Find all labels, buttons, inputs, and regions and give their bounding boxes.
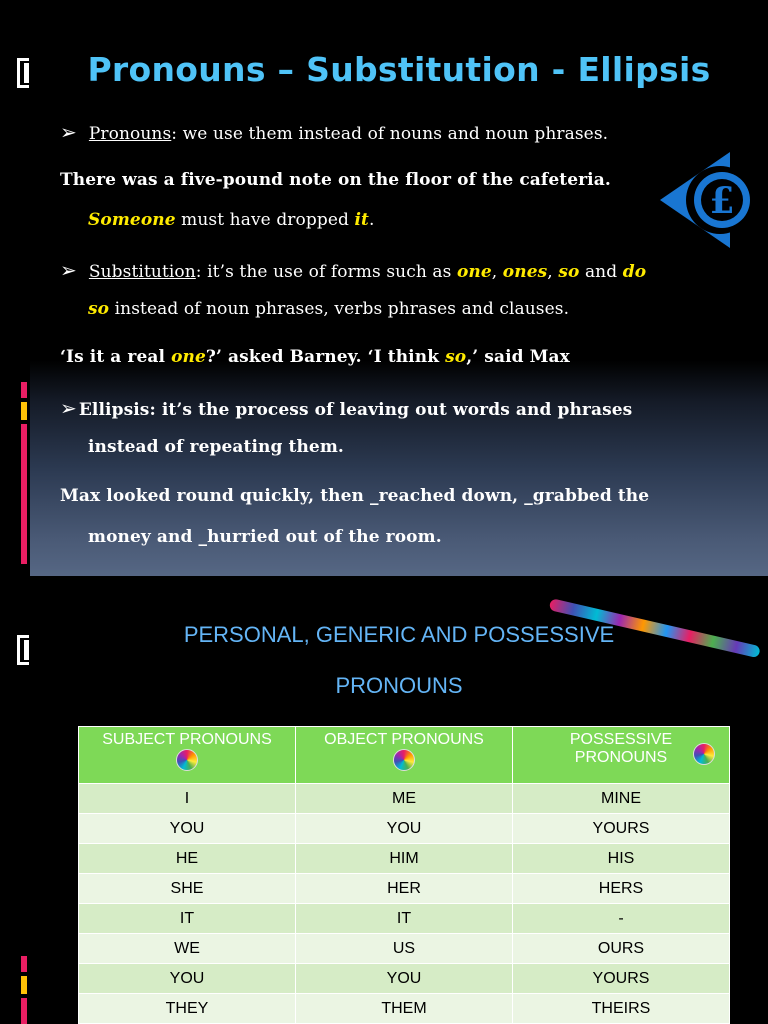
pronouns-term: Pronouns (88, 124, 172, 144)
colorful-ball-icon (393, 749, 415, 771)
pronouns-definition: ➢ Pronouns: we use them instead of nouns and noun phrases. (60, 120, 609, 144)
pronouns-example-2: Someone must have dropped it. (88, 210, 375, 230)
substitution-definition-2: so instead of noun phrases, verbs phrases and clauses. (88, 299, 570, 319)
table-row: YOU YOU YOURS (79, 814, 730, 844)
arrow-bullet-icon: ➢ (60, 120, 77, 144)
substitution-term: Substitution (88, 262, 196, 282)
table-row: I ME MINE (79, 784, 730, 814)
pound-coin-icon (650, 150, 760, 250)
color-dots (21, 956, 27, 1024)
header-possessive: POSSESSIVE PRONOUNS (513, 727, 730, 784)
header-subject: SUBJECT PRONOUNS (79, 727, 296, 784)
arrow-bullet-icon: ➢ (60, 396, 77, 420)
colorful-ball-icon (693, 743, 715, 765)
pronouns-example-1: There was a five-pound note on the floor of the cafeteria. (60, 170, 611, 190)
table-row: IT IT - (79, 904, 730, 934)
left-sidebar (0, 0, 30, 576)
bracket-marker (17, 635, 29, 665)
left-sidebar (0, 576, 30, 1024)
slide-2 (0, 576, 768, 1024)
bracket-marker (17, 58, 29, 88)
ellipsis-example-1: Max looked round quickly, then _reached down, _grabbed the (60, 486, 650, 506)
ellipsis-definition: ➢ Ellipsis: it’s the process of leaving out words and phrases (60, 396, 633, 420)
ellipsis-example-2: money and _hurried out of the room. (88, 527, 442, 547)
table-row: YOU YOU YOURS (79, 964, 730, 994)
table-row: WE US OURS (79, 934, 730, 964)
colorful-ball-icon (176, 749, 198, 771)
arrow-bullet-icon: ➢ (60, 258, 77, 282)
table-row: THEY THEM THEIRS (79, 994, 730, 1024)
section-heading-line-2: PRONOUNS (335, 673, 463, 698)
color-dots (21, 382, 27, 568)
header-object: OBJECT PRONOUNS (296, 727, 513, 784)
table-row: HE HIM HIS (79, 844, 730, 874)
table-header-row (79, 727, 730, 784)
page-title: Pronouns – Substitution - Ellipsis (87, 50, 711, 89)
svg-text:£: £ (709, 180, 735, 222)
section-heading-line-1: PERSONAL, GENERIC AND POSSESSIVE (183, 622, 615, 647)
ellipsis-definition-2: instead of repeating them. (88, 437, 344, 457)
substitution-definition: ➢ Substitution: it’s the use of forms such as one, ones, so and do (60, 258, 647, 282)
table-row: SHE HER HERS (79, 874, 730, 904)
substitution-example: ‘Is it a real one?’ asked Barney. ‘I think so,’ said Max (60, 347, 570, 367)
pronouns-table (78, 726, 730, 1024)
